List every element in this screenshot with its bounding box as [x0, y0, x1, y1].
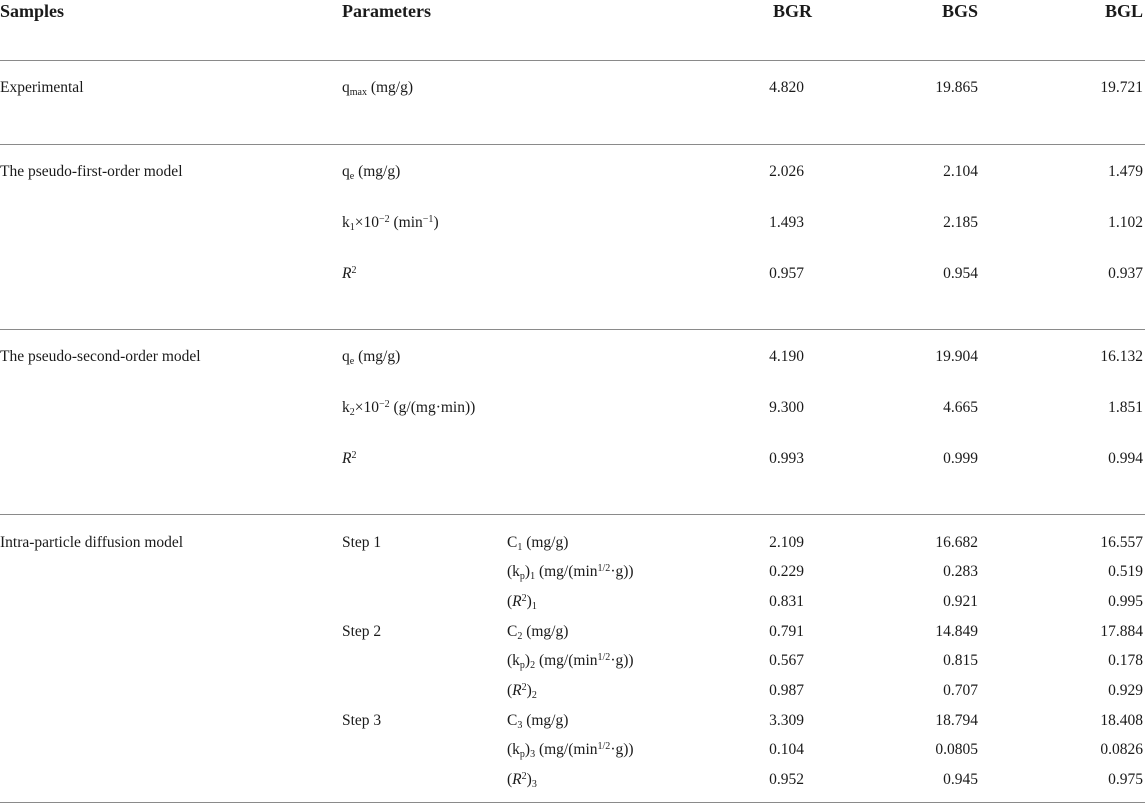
ipd-step3-row-2-value-bgr: 0.104 — [769, 741, 804, 758]
ipd-step1-row-3-value-bgr: 0.831 — [769, 593, 804, 610]
ipd-label: Intra-particle diffusion model — [0, 534, 184, 551]
pfo-row-2-value-bgs: 2.185 — [943, 214, 978, 231]
ipd-step-2: Step 2 — [342, 623, 382, 640]
pfo-row-3-param: $R^2$ — [342, 265, 357, 282]
experimental-param: $q_{max}$ (mg/g) — [342, 79, 414, 98]
header-bgs: BGS — [941, 1, 978, 21]
ipd-step1-row-1-param: $C_1$ (mg/g) — [507, 534, 569, 553]
pso-row-1-value-bgr: 4.190 — [769, 348, 804, 365]
pfo-row-1-value-bgr: 2.026 — [769, 163, 804, 180]
ipd-step2-row-2-value-bgs: 0.815 — [943, 652, 978, 669]
pfo-row-2-value-bgr: 1.493 — [769, 214, 804, 231]
rule-experimental — [0, 144, 1145, 145]
header-samples: Samples — [0, 1, 65, 21]
ipd-step3-row-1-param: $C_3$ (mg/g) — [507, 712, 569, 731]
pso-row-1-param: $q_e$ (mg/g) — [342, 348, 401, 367]
ipd-step2-row-1-value-bgs: 14.849 — [935, 623, 978, 640]
ipd-step-3: Step 3 — [342, 712, 382, 729]
pfo-row-1-value-bgs: 2.104 — [943, 163, 978, 180]
ipd-step2-row-3-value-bgs: 0.707 — [943, 682, 978, 699]
pso-row-1-label: The pseudo-second-order model — [0, 348, 201, 365]
ipd-step3-row-3-value-bgs: 0.945 — [943, 771, 978, 788]
ipd-step2-row-3-value-bgl: 0.929 — [1108, 682, 1143, 699]
ipd-step3-row-1-value-bgs: 18.794 — [935, 712, 978, 729]
pfo-row-1-param: $q_e$ (mg/g) — [342, 163, 401, 182]
ipd-step3-row-1-value-bgr: 3.309 — [769, 712, 804, 729]
rule-pso — [0, 514, 1145, 515]
pso-row-2-value-bgs: 4.665 — [943, 399, 978, 416]
ipd-step1-row-1-value-bgs: 16.682 — [935, 534, 978, 551]
ipd-step1-row-3-value-bgl: 0.995 — [1108, 593, 1143, 610]
experimental-value-bgs: 19.865 — [935, 79, 978, 96]
pso-row-2-param: $k_2\times 10^{-2}$ (g/(mg·min)) — [342, 399, 476, 418]
header-parameters: Parameters — [342, 1, 431, 21]
rule-header — [0, 60, 1145, 61]
pfo-row-1-value-bgl: 1.479 — [1108, 163, 1143, 180]
ipd-step2-row-1-value-bgl: 17.884 — [1100, 623, 1143, 640]
ipd-step3-row-1-value-bgl: 18.408 — [1100, 712, 1143, 729]
ipd-step-1: Step 1 — [342, 534, 382, 551]
ipd-step1-row-1-value-bgl: 16.557 — [1100, 534, 1143, 551]
experimental-value-bgr: 4.820 — [769, 79, 804, 96]
ipd-step2-row-3-param: $(R^2)_2$ — [507, 682, 537, 701]
ipd-step2-row-3-value-bgr: 0.987 — [769, 682, 804, 699]
pso-row-3-value-bgl: 0.994 — [1108, 450, 1143, 467]
ipd-step2-row-1-param: $C_2$ (mg/g) — [507, 623, 569, 642]
pfo-row-2-param: $k_1\times 10^{-2}$ $(\min^{-1})$ — [342, 214, 439, 233]
pfo-row-3-value-bgr: 0.957 — [769, 265, 804, 282]
ipd-step1-row-2-value-bgr: 0.229 — [769, 563, 804, 580]
pfo-row-2-value-bgl: 1.102 — [1108, 214, 1143, 231]
ipd-step1-row-2-value-bgs: 0.283 — [943, 563, 978, 580]
header-bgr: BGR — [772, 1, 812, 21]
pso-row-2-value-bgr: 9.300 — [769, 399, 804, 416]
ipd-step1-row-1-value-bgr: 2.109 — [769, 534, 804, 551]
pso-row-1-value-bgs: 19.904 — [935, 348, 978, 365]
ipd-step3-row-2-value-bgl: 0.0826 — [1100, 741, 1143, 758]
pfo-row-3-value-bgl: 0.937 — [1108, 265, 1143, 282]
ipd-step3-row-3-value-bgr: 0.952 — [769, 771, 804, 788]
pfo-row-1-label: The pseudo-first-order model — [0, 163, 183, 180]
pso-row-2-value-bgl: 1.851 — [1108, 399, 1143, 416]
ipd-step1-row-2-param: $(k_p)_1$ $(mg/(\min^{1/2}\cdot g))$ — [507, 563, 634, 582]
pso-row-3-value-bgs: 0.999 — [943, 450, 978, 467]
ipd-step2-row-1-value-bgr: 0.791 — [769, 623, 804, 640]
header-bgl: BGL — [1104, 1, 1143, 21]
ipd-step3-row-2-param: $(k_p)_3$ $(mg/(\min^{1/2}\cdot g))$ — [507, 741, 634, 760]
ipd-step3-row-3-value-bgl: 0.975 — [1108, 771, 1143, 788]
pso-row-1-value-bgl: 16.132 — [1100, 348, 1143, 365]
ipd-step1-row-3-value-bgs: 0.921 — [943, 593, 978, 610]
ipd-step1-row-2-value-bgl: 0.519 — [1108, 563, 1143, 580]
ipd-step2-row-2-value-bgl: 0.178 — [1108, 652, 1143, 669]
rule-bottom — [0, 802, 1145, 803]
ipd-step3-row-3-param: $(R^2)_3$ — [507, 771, 537, 790]
experimental-value-bgl: 19.721 — [1100, 79, 1143, 96]
ipd-step2-row-2-param: $(k_p)_2$ $(mg/(\min^{1/2}\cdot g))$ — [507, 652, 634, 671]
ipd-step3-row-2-value-bgs: 0.0805 — [935, 741, 978, 758]
pso-row-3-param: $R^2$ — [342, 450, 357, 467]
pfo-row-3-value-bgs: 0.954 — [943, 265, 978, 282]
experimental-label: Experimental — [0, 79, 84, 96]
pso-row-3-value-bgr: 0.993 — [769, 450, 804, 467]
ipd-step1-row-3-param: $(R^2)_1$ — [507, 593, 537, 612]
rule-pfo — [0, 329, 1145, 330]
ipd-step2-row-2-value-bgr: 0.567 — [769, 652, 804, 669]
